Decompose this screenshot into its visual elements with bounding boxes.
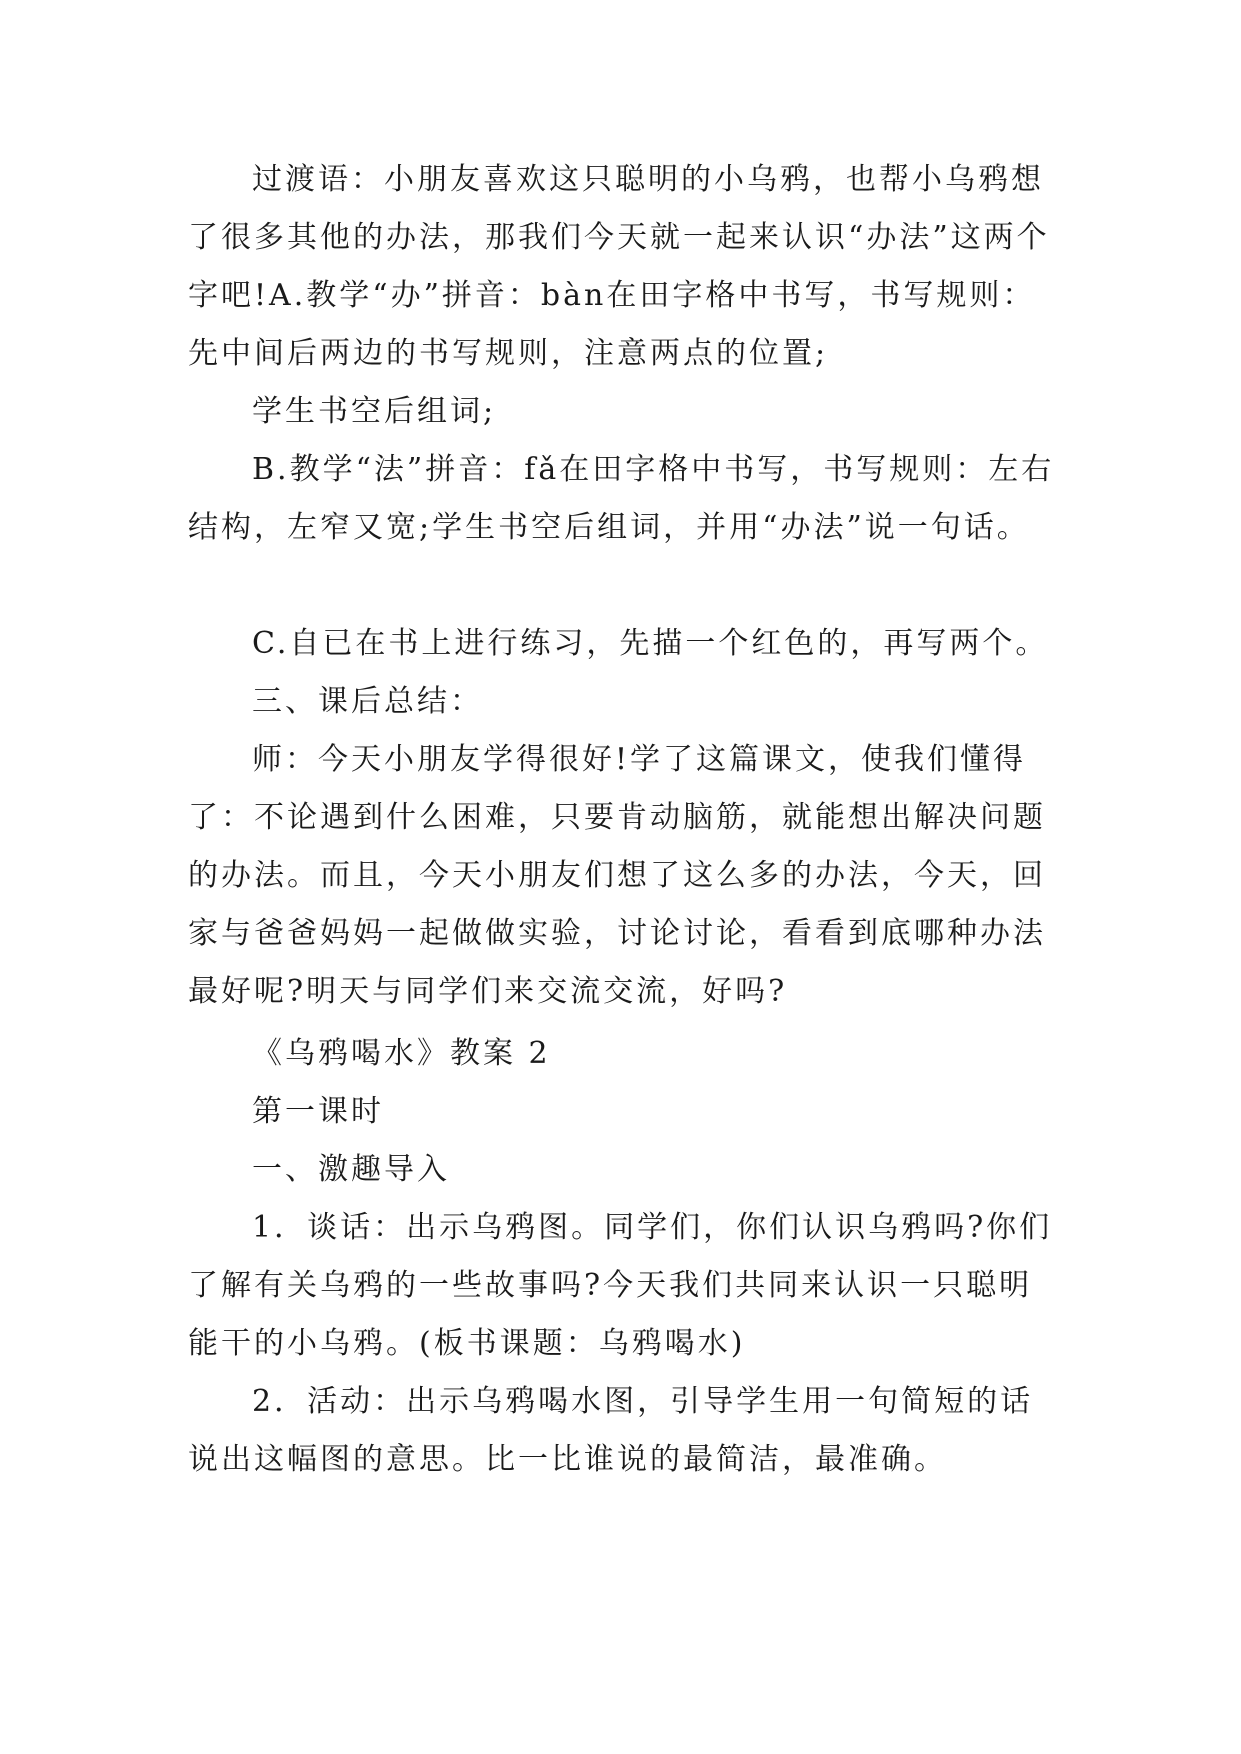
item1-paragraph: 1．谈话：出示乌鸦图。同学们，你们认识乌鸦吗?你们了解有关乌鸦的一些故事吗?今天我们共同来认识一只聪明能干的小乌鸦。(板书课题：乌鸦喝水) (188, 1210, 1053, 1361)
part1-heading: 一、激趣导入 (252, 1152, 450, 1187)
lesson-plan-title: 《乌鸦喝水》教案 2 (252, 1036, 551, 1071)
summary-heading: 三、课后总结： (252, 684, 483, 719)
practice-ban-paragraph: 学生书空后组词; (252, 394, 497, 429)
item2-paragraph: 2．活动：出示乌鸦喝水图，引导学生用一句简短的话说出这幅图的意思。比一比谁说的最简洁，最准确。 (188, 1384, 1034, 1477)
teach-fa-paragraph: B.教学“法”拼音：fǎ在田字格中书写，书写规则：左右结构，左窄又宽;学生书空后组词，并用“办法”说一句话。 (188, 452, 1055, 545)
transition-paragraph: 过渡语：小朋友喜欢这只聪明的小乌鸦，也帮小乌鸦想了很多其他的办法，那我们今天就一起来认识“办法”这两个字吧!A.教学“办”拼音：bàn在田字格中书写，书写规则：先中间后两边的书写规则，注意两点的位置; (188, 162, 1050, 371)
lesson-period-heading: 第一课时 (252, 1094, 384, 1129)
teacher-summary-paragraph: 师：今天小朋友学得很好!学了这篇课文，使我们懂得了：不论遇到什么困难，只要肯动脑筋，就能想出解决问题的办法。而且，今天小朋友们想了这么多的办法，今天，回家与爸爸妈妈一起做做实验，讨论讨论，看看到底哪种办法最好呢?明天与同学们来交流交流，好吗? (188, 742, 1046, 1009)
self-practice-paragraph: C.自已在书上进行练习，先描一个红色的，再写两个。 (252, 626, 1049, 661)
